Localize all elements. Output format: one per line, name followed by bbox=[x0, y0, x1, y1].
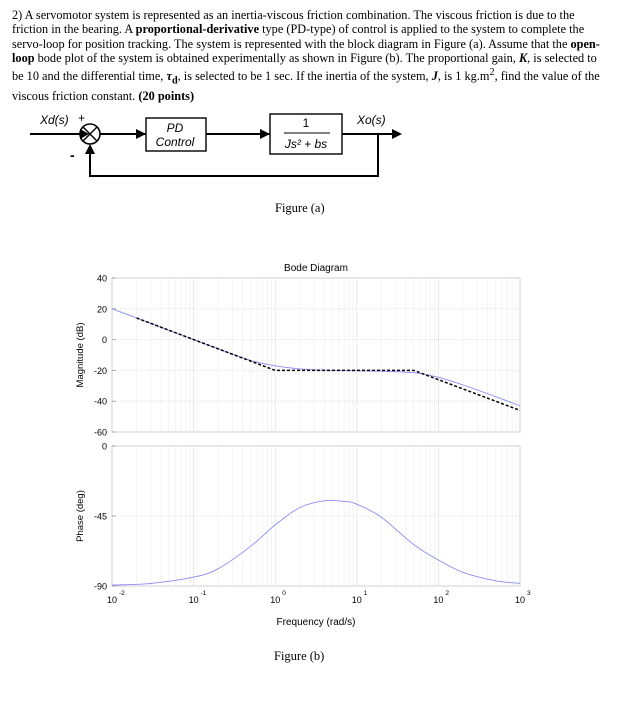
plant-denominator: Js² + bs bbox=[284, 137, 328, 151]
figure-b-caption: Figure (b) bbox=[274, 649, 325, 663]
y-tick-label: 0 bbox=[101, 441, 107, 452]
x-tick-exponent: -1 bbox=[200, 590, 207, 597]
magnitude-asymptote-series bbox=[137, 318, 520, 410]
input-label: Xd(s) bbox=[40, 113, 69, 127]
pd-block-line2: Control bbox=[155, 135, 195, 149]
x-tick-exponent: -2 bbox=[119, 590, 125, 597]
y-tick-label: 20 bbox=[96, 304, 107, 315]
problem-statement bbox=[12, 8, 608, 103]
x-tick-exponent: 2 bbox=[445, 590, 450, 597]
tau-symbol: τ bbox=[166, 68, 172, 83]
x-tick-label: 10 bbox=[433, 595, 444, 605]
chart-title: Bode Diagram bbox=[284, 263, 348, 274]
y-tick-label: 0 bbox=[101, 335, 107, 346]
statement-text: , is 1 kg.m bbox=[437, 68, 490, 83]
output-label: Xo(s) bbox=[357, 113, 386, 127]
x-tick-exponent: 3 bbox=[527, 590, 531, 597]
pd-block-line1: PD bbox=[166, 121, 184, 135]
figure-a-caption: Figure (a) bbox=[275, 201, 325, 215]
y-tick-label: -90 bbox=[93, 581, 107, 592]
xlabel: Frequency (rad/s) bbox=[276, 617, 356, 628]
inertia-symbol: J bbox=[431, 68, 438, 83]
phase-y-ticks bbox=[94, 442, 116, 592]
pd-bold-text: proportional-derivative bbox=[135, 22, 260, 37]
squared-exponent: 2 bbox=[489, 66, 495, 78]
gain-symbol: K bbox=[518, 51, 528, 66]
statement-text: , is selected to be 10 and the differential time, bbox=[12, 51, 597, 83]
bode-plot bbox=[0, 255, 620, 635]
magnitude-axes bbox=[112, 278, 520, 432]
statement-text: , find the value of the viscous friction constant. bbox=[12, 68, 600, 103]
statement-text: type (PD-type) of control is applied to the system to complete the servo-loop for position tracking. The system is represented with the block diagram in Figure (a). Assume that the bbox=[12, 22, 585, 51]
phase-ylabel: Phase (deg) bbox=[75, 490, 86, 542]
y-tick-label: -45 bbox=[93, 511, 107, 522]
y-tick-label: -60 bbox=[93, 427, 107, 438]
arrowhead bbox=[136, 129, 146, 139]
plant-numerator: 1 bbox=[302, 116, 310, 130]
statement-text: 2) A servomotor system is represented as an inertia-viscous friction combination. The viscous friction is due to the friction in the bearing. A bbox=[12, 8, 575, 37]
y-tick-label: -40 bbox=[93, 396, 107, 407]
minus-sign: - bbox=[70, 147, 75, 163]
plus-sign: + bbox=[78, 111, 86, 125]
arrowhead bbox=[85, 144, 95, 154]
y-tick-label: -20 bbox=[93, 365, 107, 376]
x-tick-exponent: 0 bbox=[282, 590, 286, 597]
x-tick-exponent: 1 bbox=[363, 590, 368, 597]
x-tick-label: 10 bbox=[188, 595, 199, 605]
x-tick-label: 10 bbox=[351, 595, 362, 605]
phase-series bbox=[112, 500, 520, 585]
arrowhead bbox=[260, 129, 270, 139]
x-ticks bbox=[107, 590, 531, 605]
magnitude-grid bbox=[112, 278, 520, 432]
arrowhead bbox=[80, 129, 89, 139]
magnitude-y-ticks bbox=[94, 274, 116, 438]
open-loop-bold-text: open-loop bbox=[12, 36, 600, 66]
statement-text: bode plot of the system is obtained experimentally as shown in Figure (b). The proportional gain, bbox=[34, 51, 519, 66]
phase-grid bbox=[112, 446, 520, 586]
y-tick-label: 40 bbox=[96, 273, 107, 284]
tau-subscript: d bbox=[171, 75, 178, 87]
x-tick-label: 10 bbox=[270, 595, 281, 605]
magnitude-series bbox=[112, 309, 520, 406]
x-tick-label: 10 bbox=[514, 595, 526, 605]
feedback-path bbox=[90, 134, 378, 176]
magnitude-ylabel: Magnitude (dB) bbox=[75, 322, 86, 388]
x-tick-label: 10 bbox=[106, 595, 118, 605]
block-diagram bbox=[0, 110, 620, 190]
statement-text: , is selected to be 1 sec. If the inertia of the system, bbox=[177, 68, 432, 83]
arrowhead bbox=[392, 129, 402, 139]
points-label: (20 points) bbox=[138, 88, 195, 103]
